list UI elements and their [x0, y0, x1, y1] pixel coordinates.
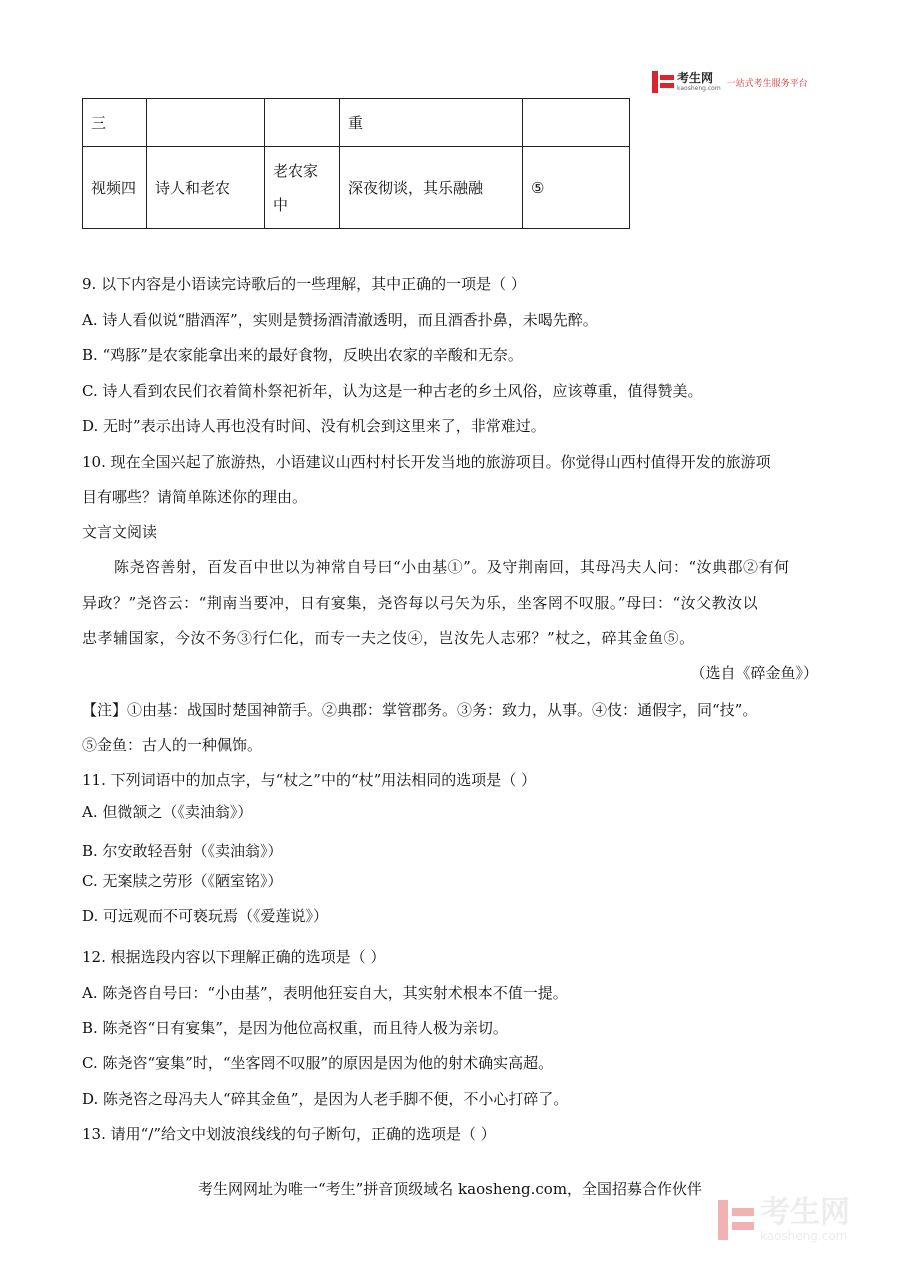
- logo-domain: kaosheng.com: [677, 85, 721, 92]
- table-cell: [147, 99, 265, 147]
- table-cell: 诗人和老农: [147, 147, 265, 229]
- table-cell: 深夜彻谈，其乐融融: [340, 147, 523, 229]
- header-logo: [652, 68, 808, 96]
- passage-line1: 陈尧咨善射，百发百中世以为神常自号曰“小由基①”。及守荆南回，其母冯夫人问：“汝典郡②有何: [114, 558, 790, 576]
- q9-option-b: B. “鸡豚”是农家能拿出来的最好食物，反映出农家的辛酸和无奈。: [82, 346, 523, 364]
- question-12: 12. 根据选段内容以下理解正确的选项是（ ）: [82, 948, 386, 966]
- logo-name: 考生网: [677, 71, 714, 85]
- question-11: 11. 下列词语中的加点字，与“杖之”中的“杖”用法相同的选项是（ ）: [82, 771, 537, 789]
- table-cell: [523, 99, 630, 147]
- q11-option-b: B. 尔安敢轻吾射（《卖油翁》）: [82, 842, 283, 860]
- table-cell: 重: [340, 99, 523, 147]
- passage-source: （选自《碎金鱼》）: [690, 664, 818, 682]
- table-cell: 三: [83, 99, 147, 147]
- watermark-domain: kaosheng.com: [760, 1229, 848, 1243]
- question-13: 13. 请用“/”给文中划波浪线线的句子断句，正确的选项是（ ）: [82, 1125, 496, 1143]
- table-cell: ⑤: [523, 147, 630, 229]
- q11-option-d: D. 可远观而不可亵玩焉（《爱莲说》）: [82, 907, 329, 925]
- q9-option-d: D. 无时”表示出诗人再也没有时间、没有机会到这里来了，非常难过。: [82, 417, 546, 435]
- watermark: [718, 1195, 850, 1243]
- table-row: [83, 99, 630, 147]
- kaosheng-watermark-icon: [718, 1200, 754, 1240]
- question-10-line2: 目有哪些？请简单陈述你的理由。: [82, 488, 308, 506]
- question-10-line1: 10. 现在全国兴起了旅游热，小语建议山西村村长开发当地的旅游项目。你觉得山西村值得开发的旅游项: [82, 453, 771, 471]
- passage-line3: 忠孝辅国家，今汝不务③行仁化，而专一夫之伎④，岂汝先人志邪？”杖之，碎其金鱼⑤。: [82, 629, 695, 647]
- table-cell: 视频四: [83, 147, 147, 229]
- passage-line2: 异政？”尧咨云：“荆南当要冲，日有宴集，尧咨每以弓矢为乐，坐客罔不叹服。”母曰：“汝父教汝以: [82, 594, 759, 612]
- question-9: 9. 以下内容是小语读完诗歌后的一些理解，其中正确的一项是（ ）: [82, 275, 526, 293]
- q12-option-d: D. 陈尧咨之母冯夫人“碎其金鱼”，是因为人老手脚不便，不小心打碎了。: [82, 1090, 569, 1108]
- table-cell: 老农家中: [265, 147, 340, 229]
- notes-line2: ⑤金鱼：古人的一种佩饰。: [82, 736, 263, 754]
- table-row: [83, 147, 630, 229]
- logo-slogan: 一站式考生服务平台: [726, 78, 808, 89]
- q9-option-a: A. 诗人看似说“腊酒浑”，实则是赞扬酒清澈透明，而且酒香扑鼻，未喝先醉。: [82, 311, 598, 329]
- table-cell: [265, 99, 340, 147]
- q12-option-c: C. 陈尧咨“宴集”时，“坐客罔不叹服”的原因是因为他的射术确实高超。: [82, 1054, 554, 1072]
- section-title: 文言文阅读: [82, 523, 158, 541]
- q12-option-b: B. 陈尧咨“日有宴集”，是因为他位高权重，而且待人极为亲切。: [82, 1019, 508, 1037]
- q11-option-c: C. 无案牍之劳形（《陋室铭》）: [82, 872, 283, 890]
- kaosheng-logo-icon: [652, 71, 674, 93]
- notes-line1: 【注】①由基：战国时楚国神箭手。②典郡：掌管郡务。③务：致力，从事。④伎：通假字，同“技”。: [82, 701, 758, 719]
- page-footer: 考生网网址为唯一“考生”拼音顶级域名 kaosheng.com，全国招募合作伙伴: [197, 1180, 703, 1198]
- q9-option-c: C. 诗人看到农民们衣着简朴祭祀祈年，认为这是一种古老的乡土风俗，应该尊重，值得赞美。: [82, 382, 703, 400]
- watermark-name: 考生网: [760, 1195, 850, 1230]
- q12-option-a: A. 陈尧咨自号曰：“小由基”，表明他狂妄自大，其实射术根本不值一提。: [82, 984, 568, 1002]
- q11-option-a: A. 但微颔之（《卖油翁》）: [82, 803, 253, 821]
- video-table: [82, 98, 630, 229]
